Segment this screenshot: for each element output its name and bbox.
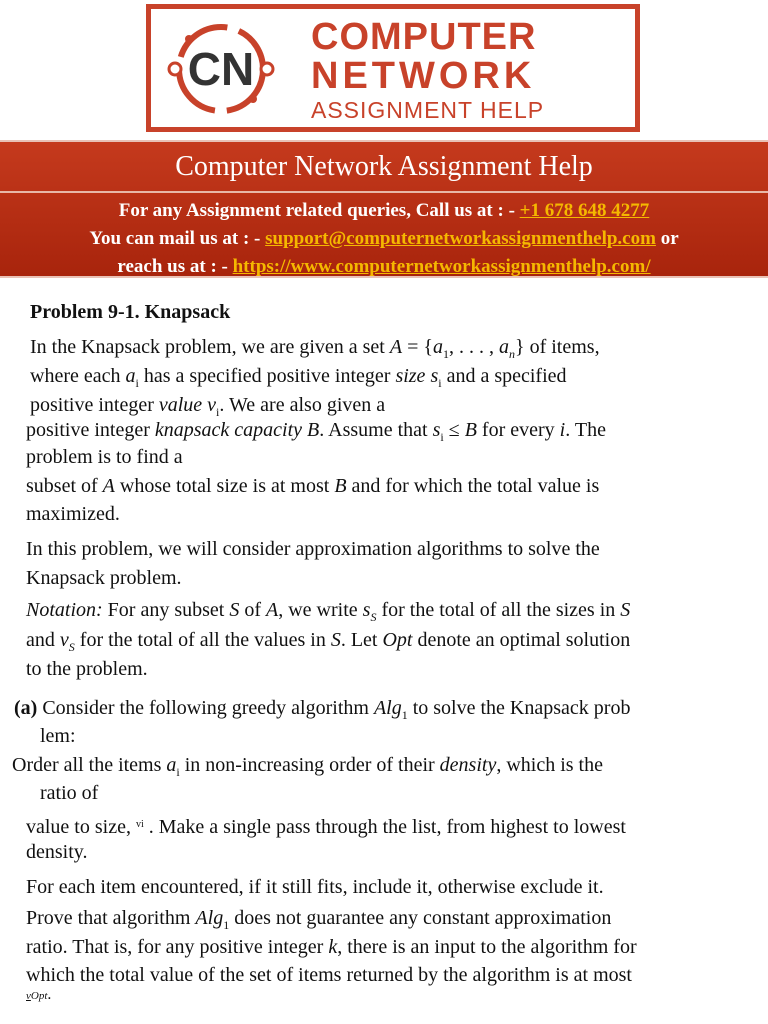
- para2-line2: Knapsack problem.: [26, 567, 182, 589]
- part-a-line11: vOpt.: [26, 986, 52, 1003]
- banner-title: Computer Network Assignment Help: [0, 151, 768, 193]
- para1-line3: positive integer value $v_i$. We are also given a: [30, 394, 386, 419]
- part-a-line10: which the total value of the set of items returned by the algorithm is at most: [26, 964, 632, 986]
- part-a-line9: ratio. That is, for any positive integer k, there is an input to the algorithm for: [26, 936, 637, 958]
- para3-line1: Notation: For any subset S of A, we write $s_S$ for the total of all the sizes in S: [26, 599, 631, 624]
- logo-line1: COMPUTER: [311, 16, 537, 58]
- para1-line7: maximized.: [26, 503, 120, 525]
- banner-call-line: For any Assignment related queries, Call us at : - +1 678 648 4277: [118, 200, 650, 221]
- part-a-line8: Prove that algorithm Alg$_1$ does not guarantee any constant approximation: [26, 907, 612, 932]
- para1-line2: where each $a_i$ has a specified positive integer size $s_i$ and a specified: [30, 365, 567, 390]
- para2-line1: In this problem, we will consider approximation algorithms to solve the: [26, 538, 600, 560]
- emblem-text: CN: [187, 43, 255, 95]
- logo-line2: NETWORK: [311, 55, 536, 97]
- contact-banner: [0, 140, 768, 278]
- part-a-line2: lem:: [40, 725, 76, 747]
- part-a-line5: value to size, vi . Make a single pass through the list, from highest to lowest: [26, 810, 626, 842]
- logo-line3: ASSIGNMENT HELP: [311, 97, 545, 123]
- part-a-line6: density.: [26, 841, 88, 863]
- part-a-line1: (a) Consider the following greedy algorithm Alg$_1$ to solve the Knapsack prob: [14, 697, 631, 722]
- phone-link[interactable]: +1 678 648 4277: [519, 200, 650, 221]
- logo-text: [311, 17, 544, 125]
- para1-line4: positive integer knapsack capacity B. Assume that $s_i \le B$ for every i. The: [26, 419, 606, 444]
- logo: [146, 4, 640, 132]
- banner-web-line: reach us at : - https://www.computernetworkassignmenthelp.com/: [117, 256, 651, 277]
- para3-line2: and $v_S$ for the total of all the values in S. Let Opt denote an optimal solution: [26, 629, 631, 654]
- part-a-line7: For each item encountered, if it still fits, include it, otherwise exclude it.: [26, 876, 604, 898]
- website-link[interactable]: https://www.computernetworkassignmenthelp.com/: [232, 256, 651, 277]
- part-a-line3: Order all the items $a_i$ in non-increasing order of their density, which is the: [12, 754, 603, 779]
- para1-line5: problem is to find a: [26, 446, 183, 468]
- para3-line3: to the problem.: [26, 658, 148, 680]
- part-a-line4: ratio of: [40, 782, 99, 804]
- cn-emblem-icon: [159, 19, 299, 119]
- ratio-fraction: vi: [135, 819, 144, 830]
- banner-mail-line: You can mail us at : - support@computernetworkassignmenthelp.com or: [89, 228, 679, 249]
- para1-line6: subset of A whose total size is at most B and for which the total value is: [26, 475, 600, 497]
- para1-line1: In the Knapsack problem, we are given a set $A = \{a_1$, . . . , $a_n$} of items,: [30, 336, 600, 361]
- problem-heading: Problem 9-1. Knapsack: [30, 301, 231, 323]
- email-link[interactable]: support@computernetworkassignmenthelp.com: [265, 228, 656, 249]
